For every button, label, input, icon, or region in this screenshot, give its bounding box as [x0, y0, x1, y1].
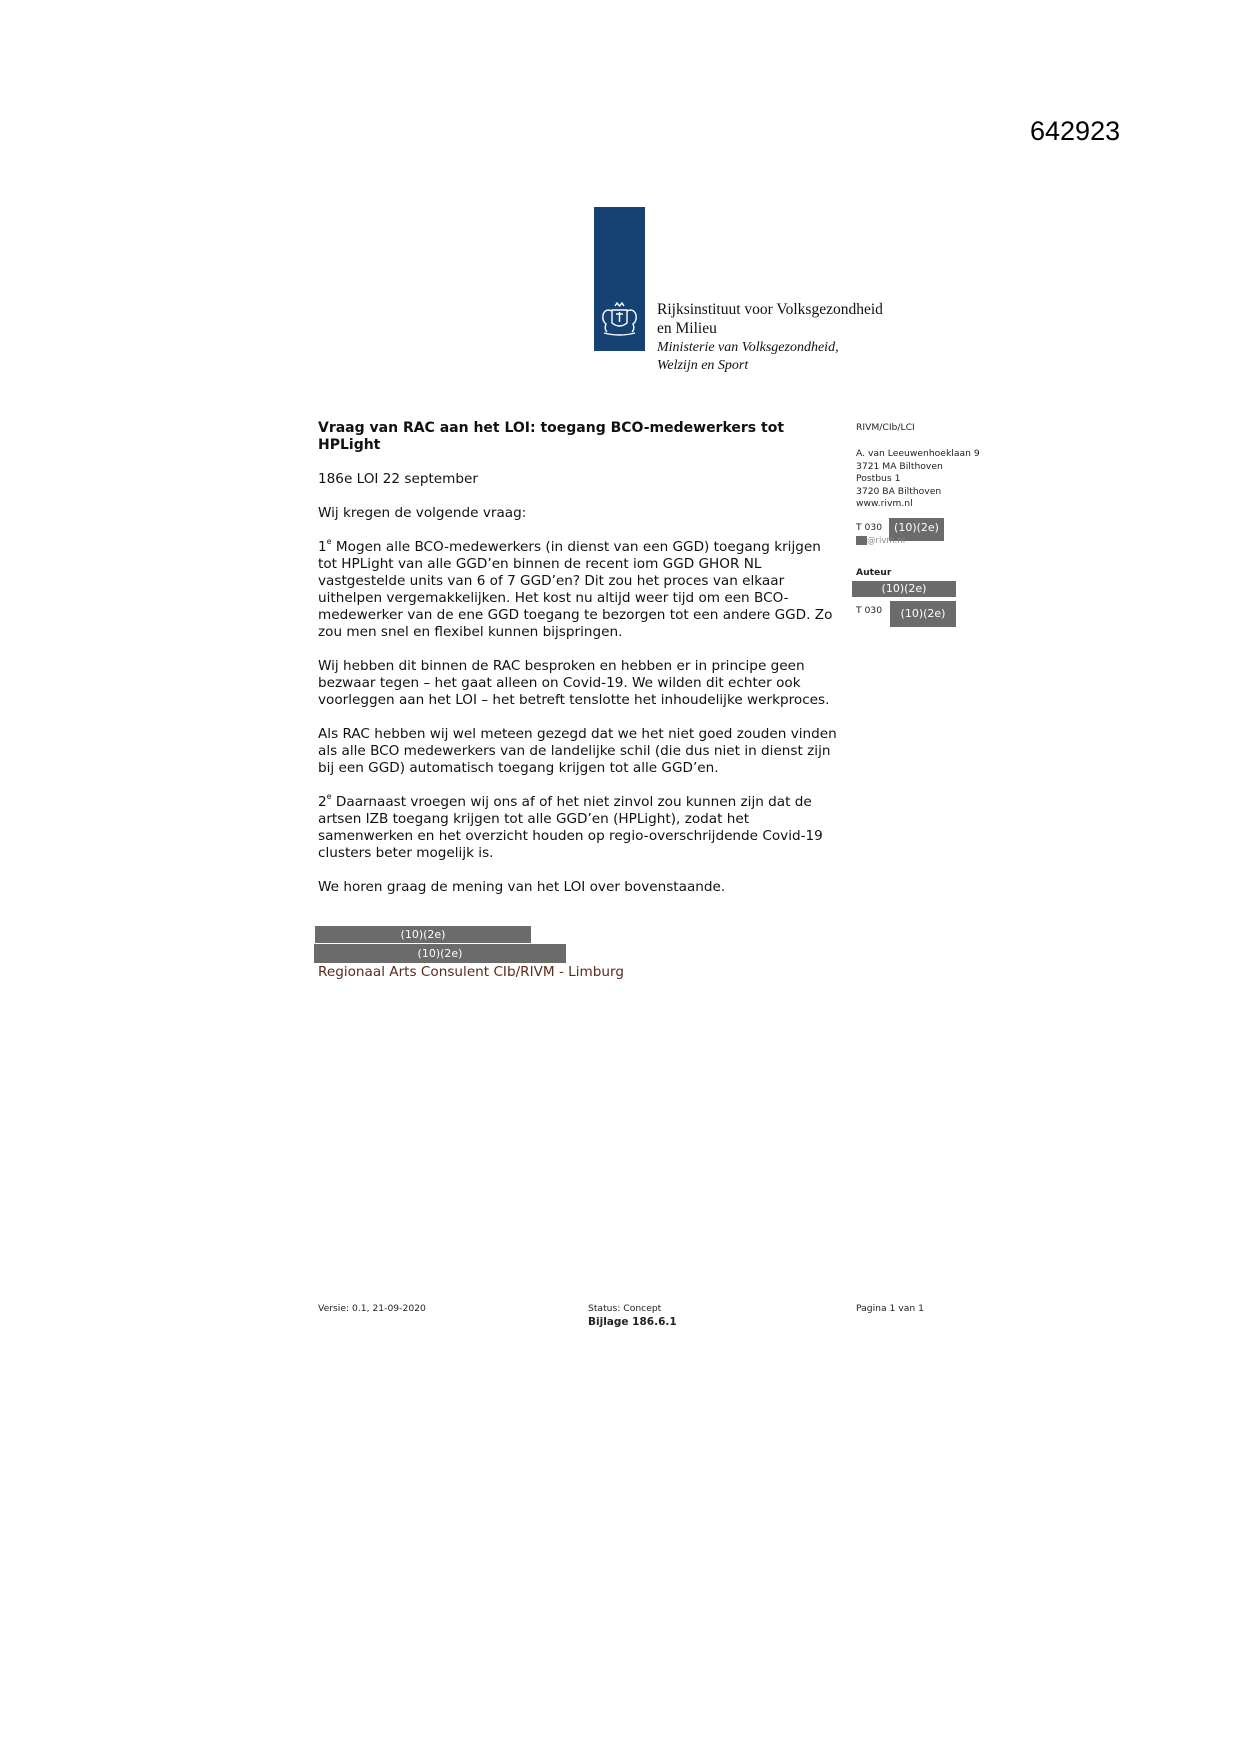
address-line: Postbus 1 [856, 473, 901, 484]
question-2-ordinal: e [326, 792, 332, 802]
footer-version: Versie: 0.1, 21-09-2020 [318, 1303, 426, 1314]
sidebar-author-phone-redaction: (10)(2e) [890, 601, 956, 627]
paragraph-rac-discussion: Wij hebben dit binnen de RAC besproken en hebben er in principe geen bezwaar tegen – het gaat alleen on Covid-19. We wilden dit echter ook voorleggen aan het LOI – het betreft tenslotte het inhoudelijke werkproces. [318, 658, 830, 708]
sidebar-author-label: Auteur [856, 567, 892, 578]
letter-subtitle: 186e LOI 22 september [318, 471, 478, 487]
footer-attachment: Bijlage 186.6.1 [588, 1316, 677, 1328]
ministry-name-line1: Ministerie van Volksgezondheid, [657, 340, 839, 355]
question-1-text: Mogen alle BCO-medewerkers (in dienst van een GGD) toegang krijgen tot HPLight van alle GGD’en binnen de recent iom GGD GHOR NL vastgestelde units van 6 of 7 GGD’en? Dit zou het proces van elkaar uithelpen vergemakkelijken. Het kost nu altijd weer tijd om een BCO-medewerker van de ene GGD toegang te bezorgen tot een andere GGD. Zo zou men snel en flexibel kunnen bijspringen. [318, 539, 833, 640]
document-number: 642923 [1030, 116, 1121, 146]
address-line: 3720 BA Bilthoven [856, 485, 942, 497]
footer-status: Status: Concept [588, 1303, 662, 1314]
sidebar-phone-redaction: (10)(2e) [889, 518, 944, 541]
question-2-number: 2 [318, 794, 327, 810]
letter-intro: Wij kregen de volgende vraag: [318, 505, 527, 521]
footer-page-number: Pagina 1 van 1 [856, 1303, 924, 1314]
question-2-text: Daarnaast vroegen wij ons af of het niet zinvol zou kunnen zijn dat de artsen IZB toegang krijgen tot alle GGD’en (HPLight), zodat het samenwerken en het overzicht houden op regio-overschrijdende Covid-19 clusters beter mogelijk is. [318, 794, 823, 861]
question-1-ordinal: e [326, 537, 332, 547]
signature-redaction-title: (10)(2e) [314, 944, 566, 963]
sidebar-author-redaction: (10)(2e) [852, 581, 956, 597]
sidebar-email-suffix: @rivm.nl [867, 536, 906, 546]
question-1-number: 1 [318, 539, 327, 555]
question-1 [318, 539, 843, 641]
paragraph-rac-position: Als RAC hebben wij wel meteen gezegd dat we het niet goed zouden vinden als alle BCO medewerkers van de landelijke schil (die dus niet in dienst zijn bij een GGD) automatisch toegang krijgen tot alle GGD’en. [318, 726, 837, 776]
sidebar-department: RIVM/CIb/LCI [856, 422, 915, 433]
signature-role: Regionaal Arts Consulent CIb/RIVM - Limburg [318, 964, 624, 980]
sidebar-phone-prefix: T 030 [856, 522, 883, 533]
sidebar-website: www.rivm.nl [856, 498, 913, 509]
organisation-name-line2: en Milieu [657, 320, 717, 337]
sidebar-email-redaction [856, 536, 867, 545]
letter-title: Vraag van RAC aan het LOI: toegang BCO-medewerkers tot HPLight [318, 420, 785, 453]
letter-body [318, 420, 843, 913]
organisation-name-line1: Rijksinstituut voor Volksgezondheid [657, 301, 883, 318]
address-line: A. van Leeuwenhoeklaan 9 [856, 448, 980, 459]
sidebar-address [856, 448, 980, 511]
sidebar-author-phone-prefix: T 030 [856, 605, 883, 616]
ministry-name-line2: Welzijn en Sport [657, 358, 749, 373]
question-2 [318, 794, 843, 862]
letter-closing: We horen graag de mening van het LOI over bovenstaande. [318, 879, 726, 895]
signature-redaction-name: (10)(2e) [315, 926, 531, 943]
address-line: 3721 MA Bilthoven [856, 460, 943, 472]
coat-of-arms-icon [594, 296, 645, 340]
